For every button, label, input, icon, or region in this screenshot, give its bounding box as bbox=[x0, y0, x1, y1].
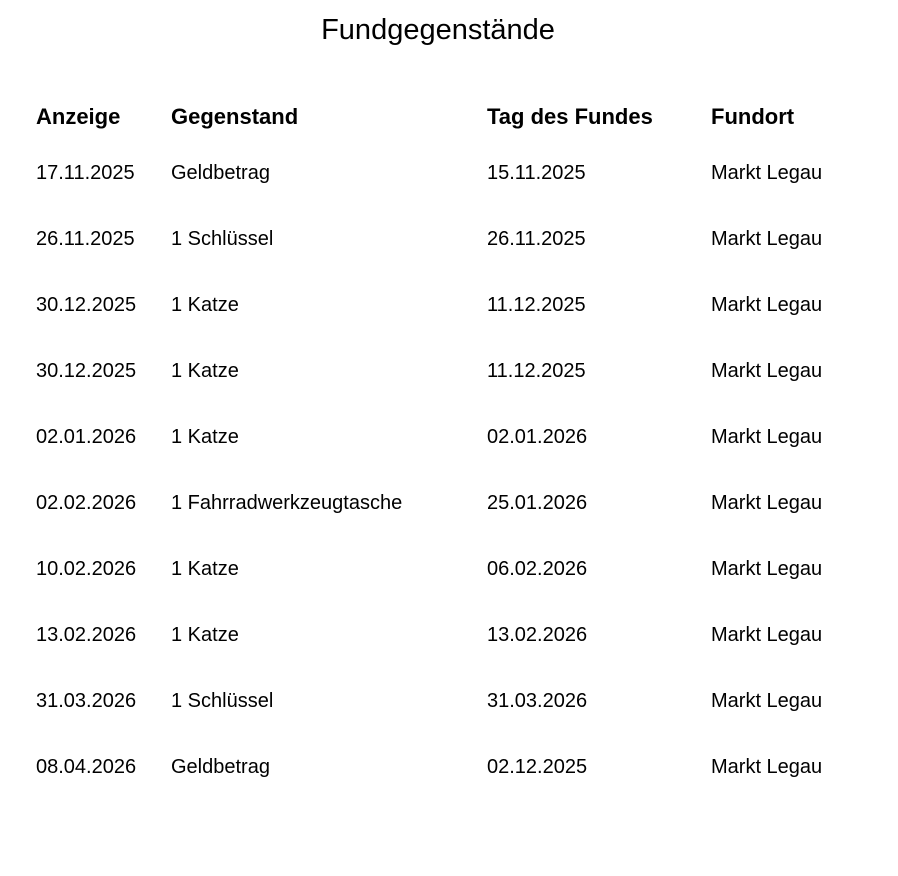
column-header-gegenstand: Gegenstand bbox=[171, 104, 299, 129]
table-row bbox=[36, 668, 871, 734]
fundort-cell: Markt Legau bbox=[711, 756, 823, 778]
anzeige-cell: 30.12.2025 bbox=[36, 294, 137, 316]
table-row bbox=[36, 272, 871, 338]
anzeige-cell: 10.02.2026 bbox=[36, 558, 137, 580]
anzeige-cell: 30.12.2025 bbox=[36, 360, 137, 382]
anzeige-cell: 02.02.2026 bbox=[36, 492, 137, 514]
table-row bbox=[36, 140, 871, 206]
fundort-cell: Markt Legau bbox=[711, 492, 823, 514]
gegenstand-cell: 1 Katze bbox=[171, 426, 239, 448]
fundort-cell: Markt Legau bbox=[711, 294, 823, 316]
anzeige-cell: 17.11.2025 bbox=[36, 162, 135, 184]
anzeige-cell: 26.11.2025 bbox=[36, 228, 135, 250]
gegenstand-cell: 1 Katze bbox=[171, 558, 239, 580]
gegenstand-cell: Geldbetrag bbox=[171, 756, 270, 778]
fundort-cell: Markt Legau bbox=[711, 162, 823, 184]
gegenstand-cell: 1 Katze bbox=[171, 624, 239, 646]
tag-des-fundes-cell: 02.01.2026 bbox=[487, 426, 588, 448]
column-header-fundort: Fundort bbox=[711, 104, 795, 129]
gegenstand-cell: 1 Schlüssel bbox=[171, 690, 274, 712]
page-title: Fundgegenstände bbox=[321, 14, 555, 46]
tag-des-fundes-cell: 13.02.2026 bbox=[487, 624, 588, 646]
table-row bbox=[36, 338, 871, 404]
column-header-tag-des-fundes: Tag des Fundes bbox=[487, 104, 653, 129]
gegenstand-cell: 1 Katze bbox=[171, 294, 239, 316]
fundort-cell: Markt Legau bbox=[711, 558, 823, 580]
anzeige-cell: 08.04.2026 bbox=[36, 756, 137, 778]
table-row bbox=[36, 734, 871, 800]
gegenstand-cell: 1 Schlüssel bbox=[171, 228, 274, 250]
tag-des-fundes-cell: 02.12.2025 bbox=[487, 756, 588, 778]
table-header-row bbox=[36, 94, 871, 140]
fundort-cell: Markt Legau bbox=[711, 426, 823, 448]
fundort-cell: Markt Legau bbox=[711, 624, 823, 646]
column-header-anzeige: Anzeige bbox=[36, 104, 121, 129]
tag-des-fundes-cell: 25.01.2026 bbox=[487, 492, 588, 514]
table-row bbox=[36, 602, 871, 668]
tag-des-fundes-cell: 11.12.2025 bbox=[487, 294, 586, 316]
tag-des-fundes-cell: 06.02.2026 bbox=[487, 558, 588, 580]
gegenstand-cell: Geldbetrag bbox=[171, 162, 270, 184]
tag-des-fundes-cell: 31.03.2026 bbox=[487, 690, 588, 712]
anzeige-cell: 13.02.2026 bbox=[36, 624, 137, 646]
table-row bbox=[36, 206, 871, 272]
tag-des-fundes-cell: 11.12.2025 bbox=[487, 360, 586, 382]
gegenstand-cell: 1 Fahrradwerkzeugtasche bbox=[171, 492, 403, 514]
table-row bbox=[36, 404, 871, 470]
gegenstand-cell: 1 Katze bbox=[171, 360, 239, 382]
fundort-cell: Markt Legau bbox=[711, 228, 823, 250]
found-items-table bbox=[36, 94, 871, 800]
table-row bbox=[36, 470, 871, 536]
anzeige-cell: 02.01.2026 bbox=[36, 426, 137, 448]
fundort-cell: Markt Legau bbox=[711, 360, 823, 382]
fundort-cell: Markt Legau bbox=[711, 690, 823, 712]
anzeige-cell: 31.03.2026 bbox=[36, 690, 137, 712]
tag-des-fundes-cell: 26.11.2025 bbox=[487, 228, 586, 250]
table-body bbox=[36, 140, 871, 800]
tag-des-fundes-cell: 15.11.2025 bbox=[487, 162, 586, 184]
table-row bbox=[36, 536, 871, 602]
